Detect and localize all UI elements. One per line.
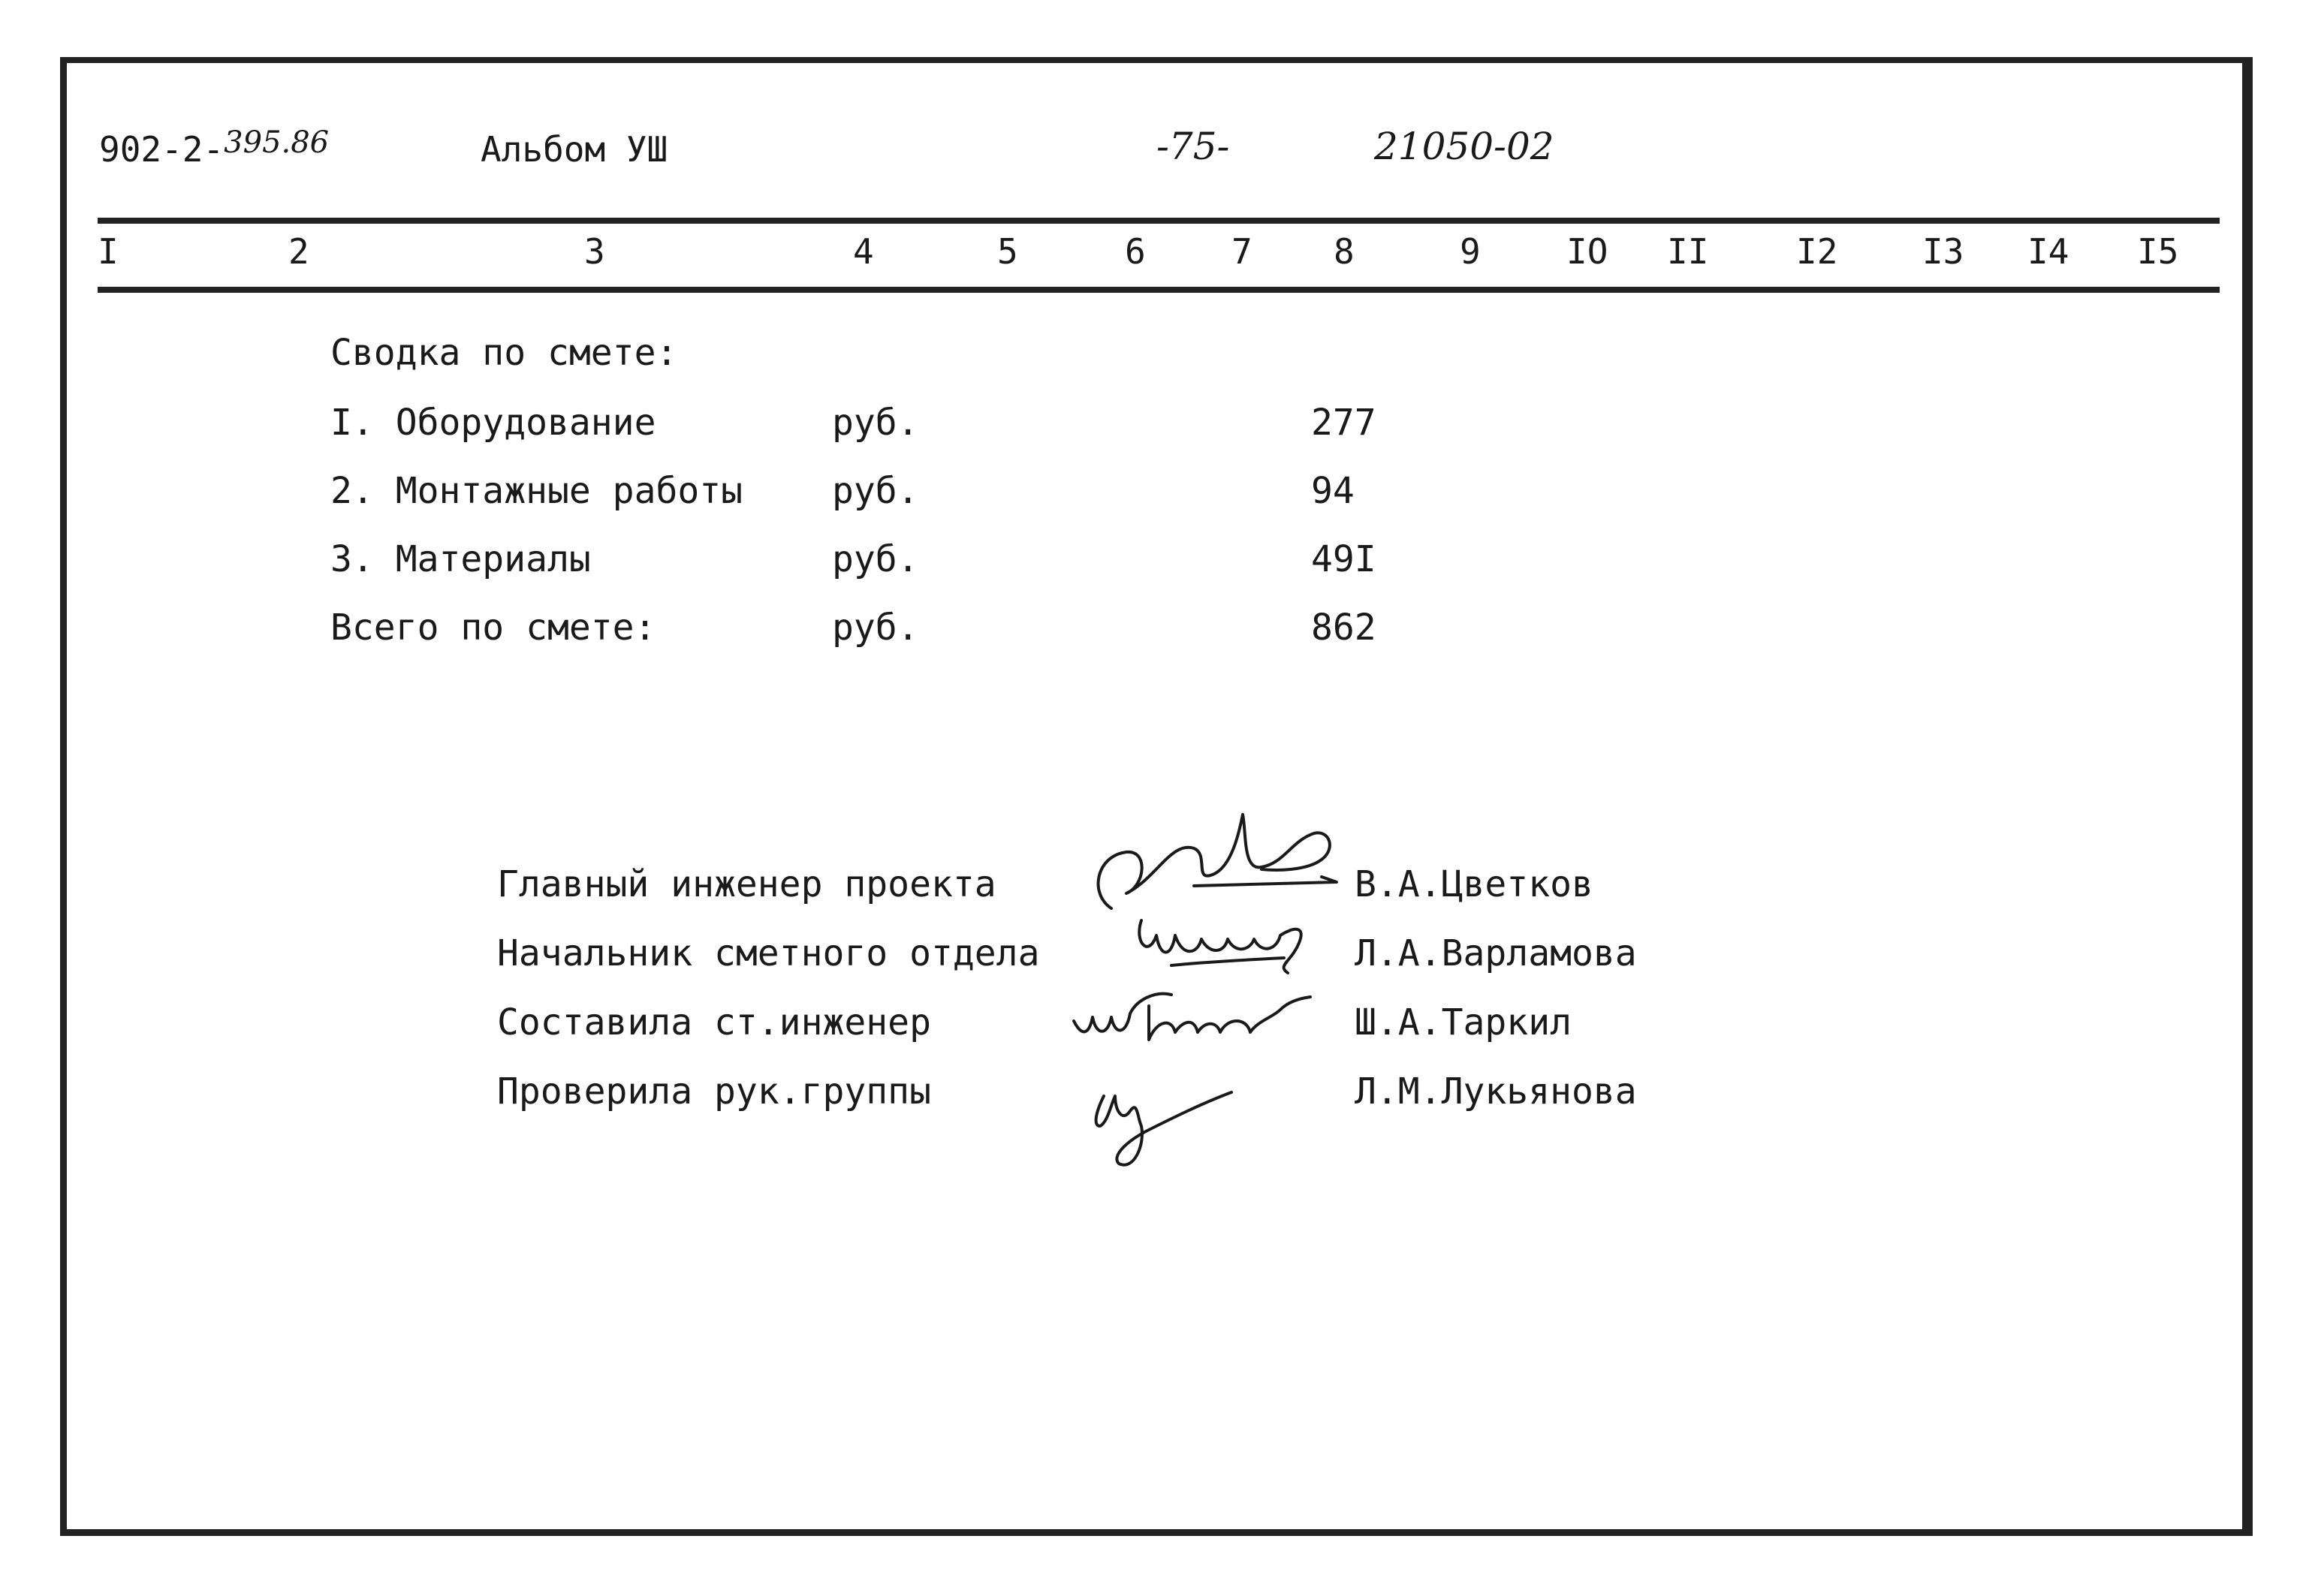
column-number: I2 bbox=[1796, 231, 1838, 272]
summary-total-unit: руб. bbox=[832, 607, 919, 649]
column-number: 6 bbox=[1125, 231, 1146, 272]
handwritten-signature bbox=[1126, 898, 1322, 988]
summary-row-value: 94 bbox=[1311, 470, 1355, 512]
signature-name: Ш.А.Таркил bbox=[1355, 1001, 1572, 1043]
summary-title: Сводка по смете: bbox=[330, 332, 678, 374]
handwritten-signature bbox=[1081, 1051, 1246, 1179]
signature-role: Главный инженер проекта bbox=[497, 863, 996, 905]
column-number: IO bbox=[1566, 231, 1608, 272]
signature-name: В.А.Цветков bbox=[1355, 863, 1593, 905]
document-code bbox=[99, 125, 330, 170]
page-number: -75- bbox=[1156, 125, 1230, 168]
signature-role: Составила ст.инженер bbox=[497, 1001, 931, 1043]
header-rule-top bbox=[98, 218, 2220, 224]
document-code-handwritten: 395.86 bbox=[224, 125, 330, 160]
document-code-printed: 902-2- bbox=[99, 129, 225, 170]
column-number: 8 bbox=[1334, 231, 1355, 272]
signature-role: Проверила рук.группы bbox=[497, 1071, 931, 1113]
column-number: 4 bbox=[853, 231, 874, 272]
header-rule-bottom bbox=[98, 287, 2220, 293]
column-number: 5 bbox=[997, 231, 1018, 272]
column-number: 3 bbox=[584, 231, 605, 272]
summary-row-label: 3. Материалы bbox=[330, 538, 591, 580]
column-number: I5 bbox=[2137, 231, 2179, 272]
column-number: 2 bbox=[288, 231, 309, 272]
column-number: I bbox=[98, 231, 119, 272]
summary-row-value: 49I bbox=[1311, 538, 1376, 580]
handwritten-signature bbox=[1066, 976, 1322, 1058]
summary-total-value: 862 bbox=[1311, 607, 1376, 649]
summary-row-value: 277 bbox=[1311, 402, 1376, 444]
document-number: 21050-02 bbox=[1374, 125, 1554, 168]
signature-name: Л.А.Варламова bbox=[1355, 932, 1637, 974]
column-number: I4 bbox=[2027, 231, 2069, 272]
summary-row-label: 2. Монтажные работы bbox=[330, 470, 743, 512]
signature-name: Л.М.Лукьянова bbox=[1355, 1071, 1637, 1113]
column-number: 7 bbox=[1231, 231, 1252, 272]
signature-role: Начальник сметного отдела bbox=[497, 932, 1040, 974]
summary-row-unit: руб. bbox=[832, 470, 919, 512]
column-number: 9 bbox=[1460, 231, 1481, 272]
column-number: II bbox=[1667, 231, 1709, 272]
column-number: I3 bbox=[1922, 231, 1964, 272]
summary-total-label: Всего по смете: bbox=[330, 607, 656, 649]
album-label: Альбом УШ bbox=[481, 129, 668, 170]
summary-row-label: I. Оборудование bbox=[330, 402, 656, 444]
summary-row-unit: руб. bbox=[832, 402, 919, 444]
summary-row-unit: руб. bbox=[832, 538, 919, 580]
document-frame bbox=[60, 57, 2253, 1536]
